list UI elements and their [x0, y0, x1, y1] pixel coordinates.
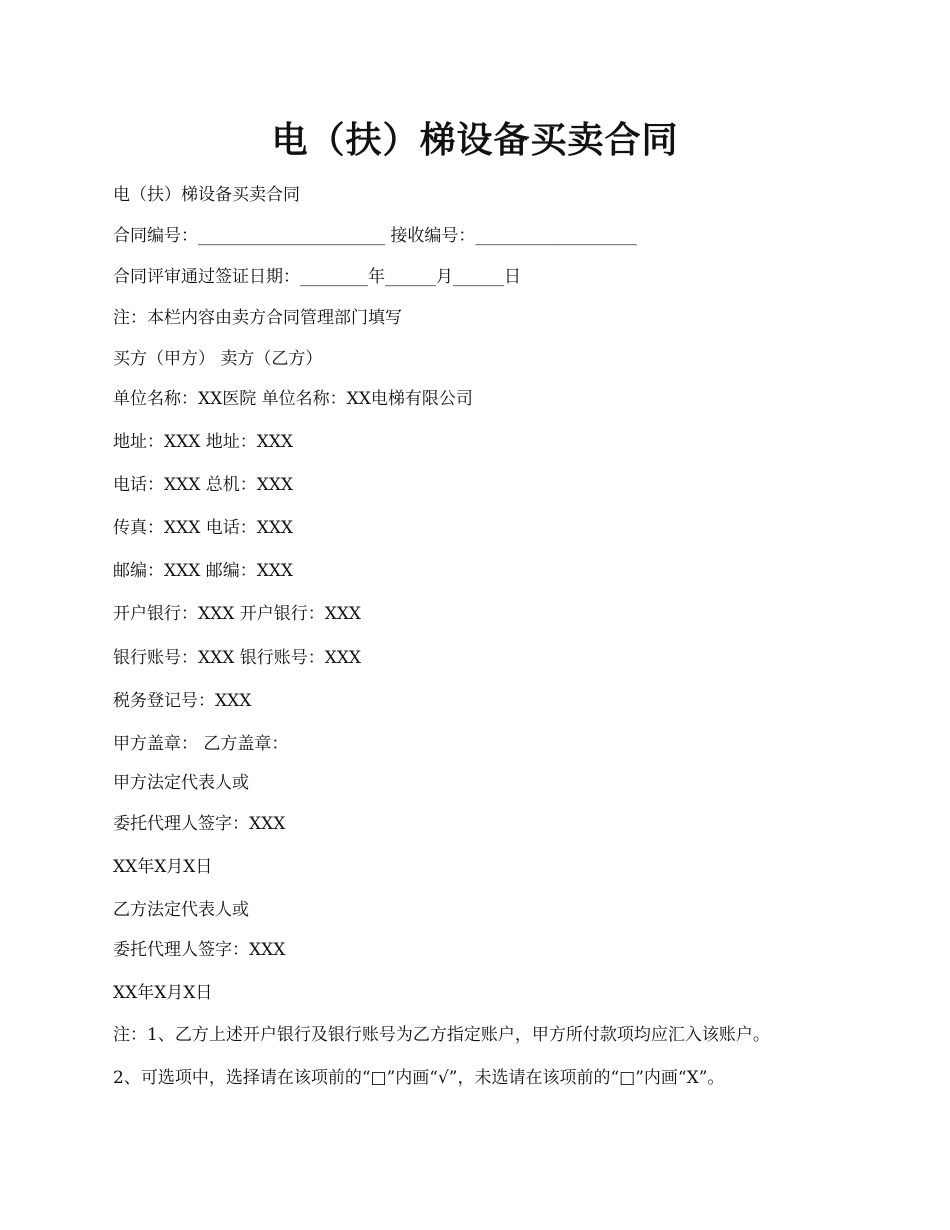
seal-line: 甲方盖章： 乙方盖章： [113, 734, 289, 754]
party-a-date-line: XX年X月X日 [113, 857, 213, 877]
subtitle-line: 电（扶）梯设备买卖合同 [113, 185, 300, 205]
company-name-line: 单位名称：XX医院 单位名称：XX电梯有限公司 [113, 389, 473, 409]
parties-line: 买方（甲方） 卖方（乙方） [113, 349, 323, 369]
contract-number-line: 合同编号：______________________ 接收编号：___________________ [113, 226, 637, 246]
postcode-line: 邮编：XXX 邮编：XXX [113, 561, 294, 581]
address-line: 地址：XXX 地址：XXX [113, 432, 294, 452]
review-date-line: 合同评审通过签证日期：________年______月______日 [113, 267, 521, 287]
phone-line: 电话：XXX 总机：XXX [113, 475, 294, 495]
document-title: 电（扶）梯设备买卖合同 [271, 119, 679, 161]
party-b-signature-line: 委托代理人签字：XXX [113, 940, 286, 960]
party-a-representative-line: 甲方法定代表人或 [113, 773, 249, 793]
bank-note-line: 注：1、乙方上述开户银行及银行账号为乙方指定账户，甲方所付款项均应汇入该账户。 [113, 1025, 770, 1045]
party-b-representative-line: 乙方法定代表人或 [113, 900, 249, 920]
bank-line: 开户银行：XXX 开户银行：XXX [113, 604, 362, 624]
party-b-date-line: XX年X月X日 [113, 983, 213, 1003]
fax-line: 传真：XXX 电话：XXX [113, 518, 294, 538]
option-note-line: 2、可选项中，选择请在该项前的“□”内画“√”，未选请在该项前的“□”内画“X”。 [113, 1068, 725, 1088]
note-line: 注：本栏内容由卖方合同管理部门填写 [113, 308, 402, 328]
tax-registration-line: 税务登记号：XXX [113, 691, 252, 711]
party-a-signature-line: 委托代理人签字：XXX [113, 814, 286, 834]
account-line: 银行账号：XXX 银行账号：XXX [113, 648, 362, 668]
